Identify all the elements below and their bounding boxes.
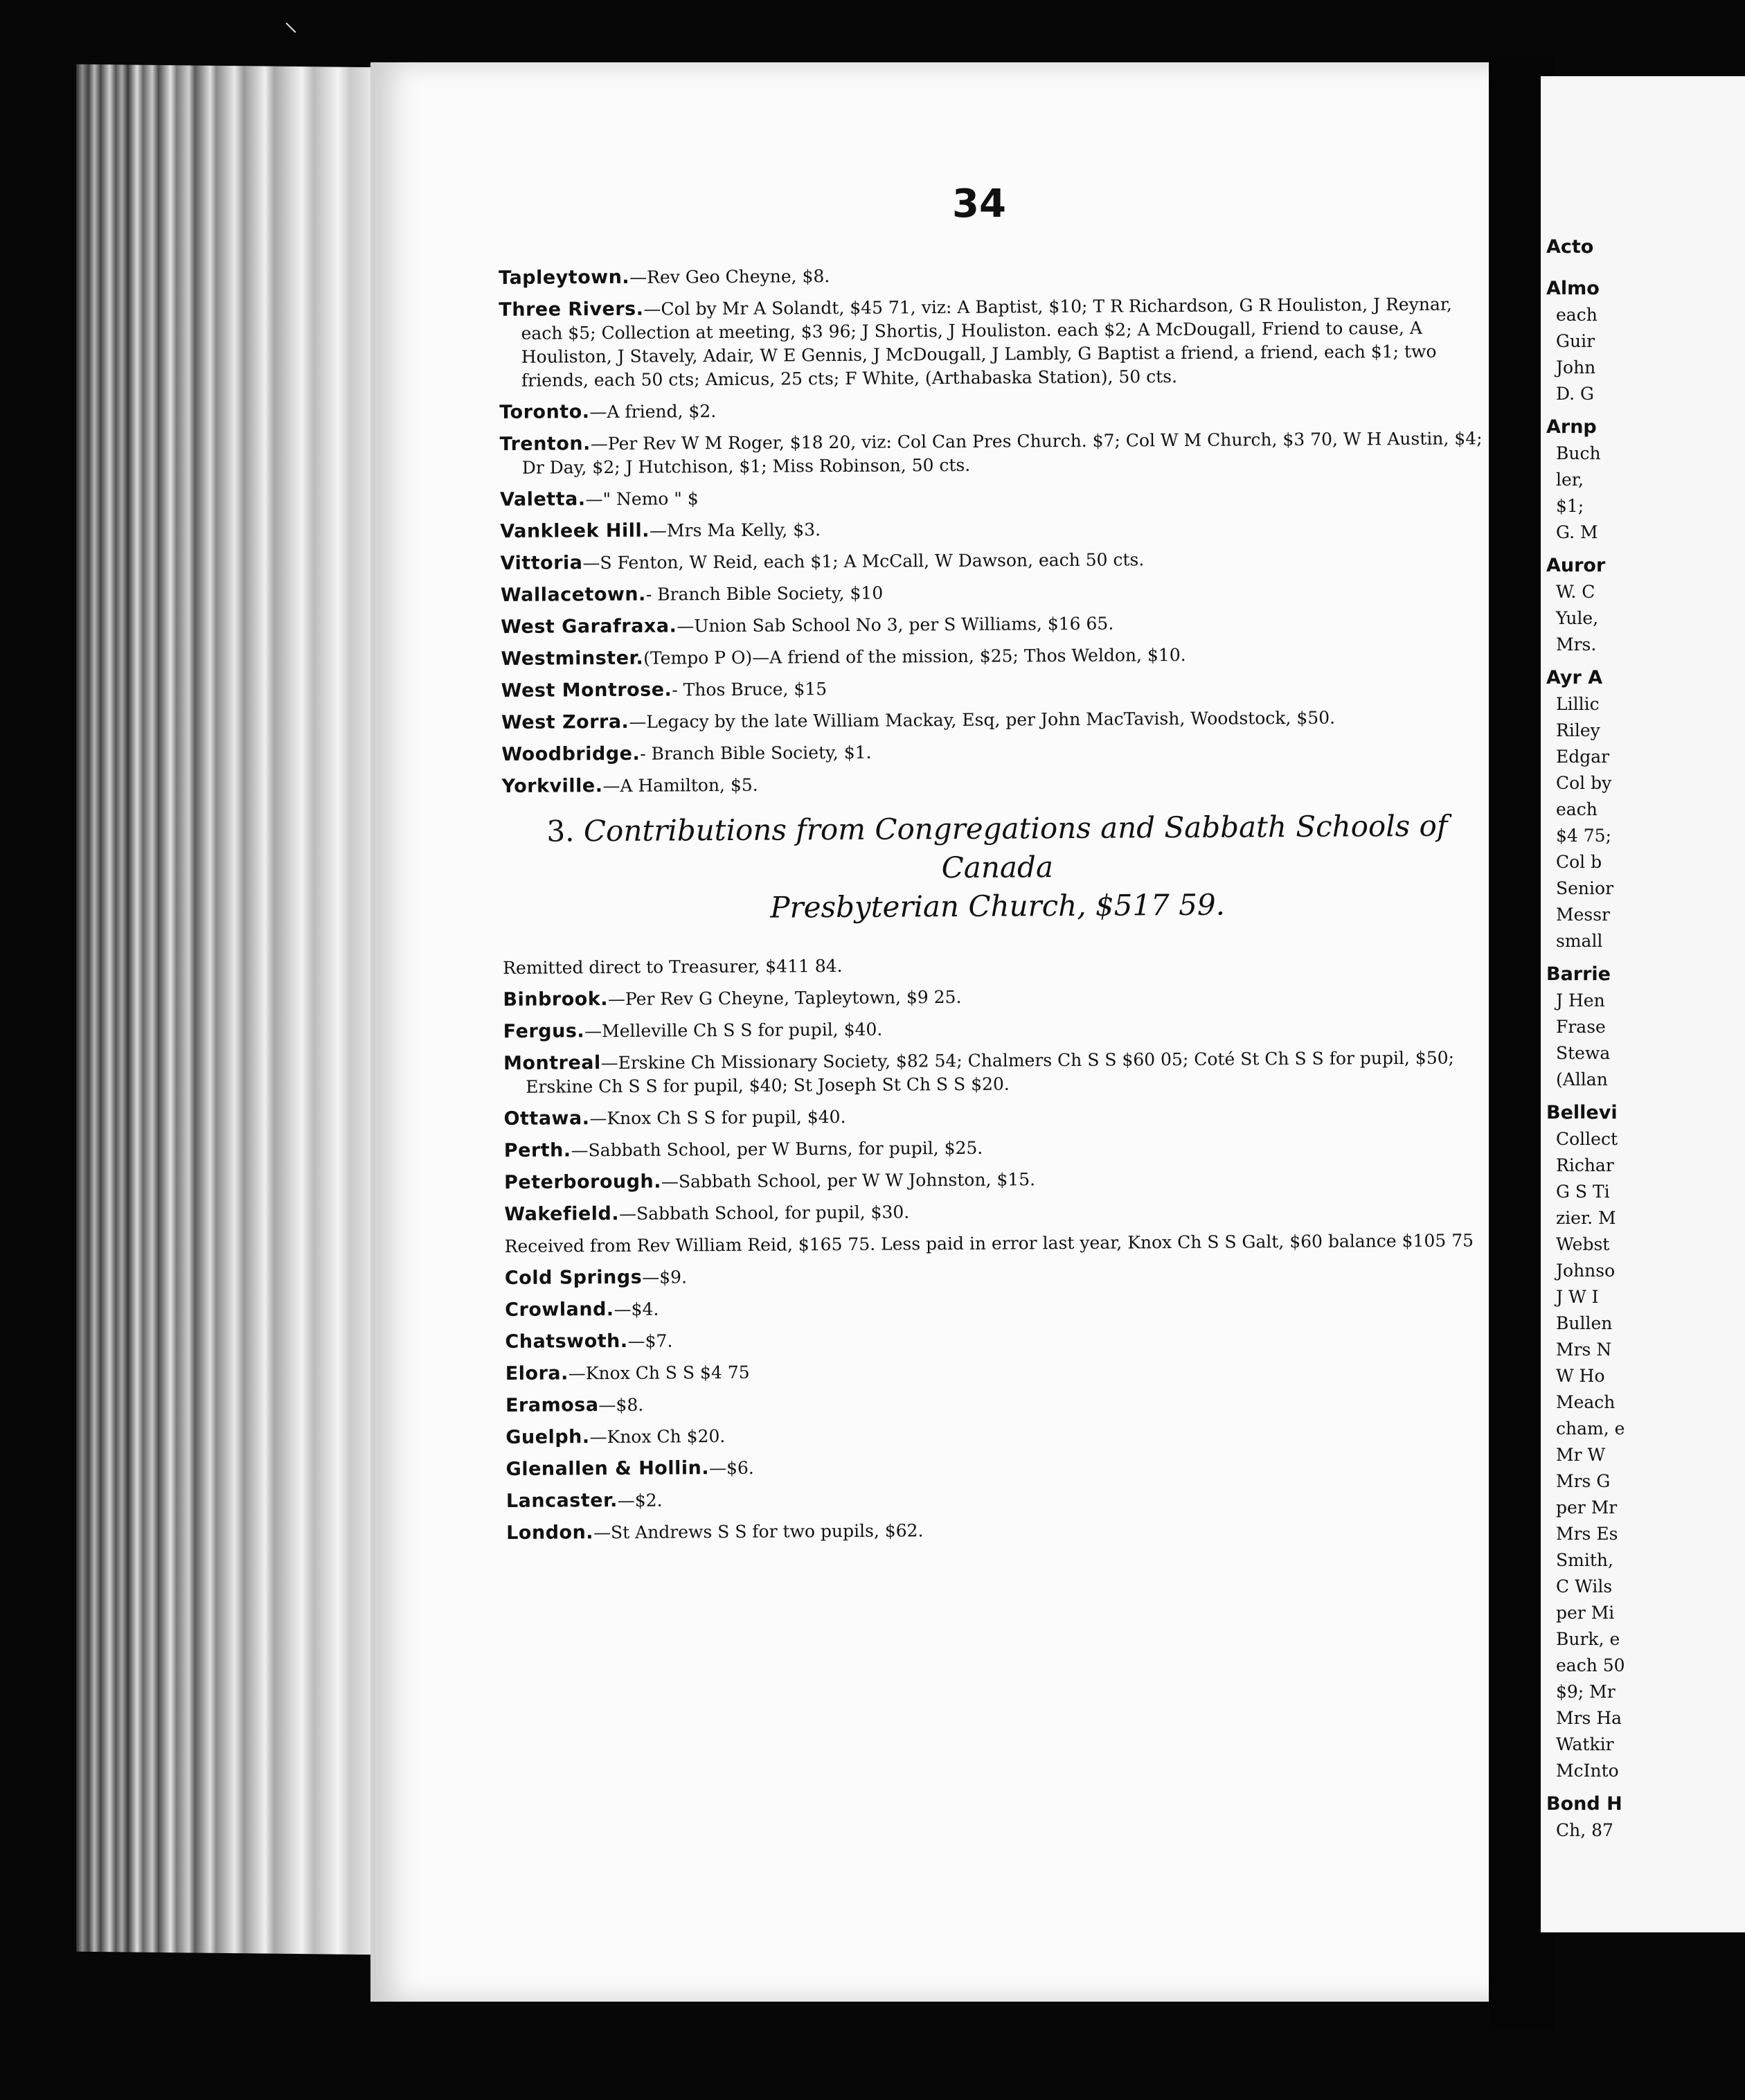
place-name: Binbrook. [503,988,609,1011]
entry-text: —$9. [642,1267,688,1288]
entry-text: - Branch Bible Society, $1. [640,742,872,764]
right-page-text-fragment: per Mi [1556,1603,1615,1623]
right-page-text-fragment: Yule, [1556,608,1599,628]
place-name: Crowland. [505,1299,614,1321]
contribution-entry [501,769,1492,799]
right-page-text-fragment: Webst [1556,1234,1610,1254]
right-page-text-fragment: Ch, 87 [1556,1820,1613,1840]
place-name: Peterborough. [503,1171,662,1193]
page-number: 34 [952,181,1006,226]
contribution-entry [504,1197,1494,1227]
contribution-entry [503,1046,1494,1099]
section-heading-line-2: Presbyterian Church, $517 59. [770,887,1226,925]
place-name: Wakefield. [504,1202,620,1225]
entry-text: —Per Rev W M Roger, $18 20, viz: Col Can Pres Church. $7; Col W M Church, $3 70, W H Austin, $4; Dr Day, $2; J Hutchison, $1; Miss Robinson, 50 cts. [521,428,1483,478]
place-name: Elora. [505,1362,569,1385]
contribution-entry [506,1484,1496,1513]
right-page-text-fragment: Col b [1556,852,1602,872]
entry-text: —$8. [598,1394,644,1416]
right-page-place-fragment: Auror [1546,555,1606,576]
right-page-text-fragment: per Mr [1556,1497,1618,1518]
contribution-entry [499,395,1489,425]
right-page-text-fragment: Riley [1556,720,1600,740]
contribution-entry [501,546,1491,576]
right-page-text-fragment: D. G [1556,384,1595,404]
right-page-text-fragment: Mrs N [1556,1340,1612,1360]
contribution-entry [501,737,1492,767]
right-page-text-fragment: Burk, e [1556,1629,1620,1649]
page-content [499,260,1496,1554]
place-name: Ottawa. [503,1107,590,1130]
section-number: 3. [546,814,575,848]
right-page-text-fragment: Mrs Es [1556,1524,1618,1544]
contribution-entry [505,1356,1496,1386]
section-heading-line-1: Contributions from Congregations and Sabbath Schools of Canada [583,808,1448,885]
contribution-entry [505,1420,1496,1450]
right-page-text-fragment: Watkir [1556,1734,1614,1754]
right-page-text-fragment: Guir [1556,331,1595,351]
contribution-entry [506,1452,1496,1481]
contribution-entry [503,1014,1494,1044]
right-page-text-fragment: each 50 [1556,1655,1625,1675]
entry-text: Remitted direct to Treasurer, $411 84. [503,955,843,978]
entry-text: —$2. [617,1490,663,1511]
entry-text: - Branch Bible Society, $10 [645,582,884,605]
place-name: Eramosa [505,1394,599,1416]
entry-text: —Sabbath School, for pupil, $30. [619,1202,910,1224]
right-page-text-fragment: J Hen [1556,990,1605,1011]
right-page-text-fragment: (Allan [1556,1069,1608,1089]
contribution-list-part-1 [499,260,1492,799]
entry-text: - Thos Bruce, $15 [672,679,827,700]
right-page-text-fragment: Johnso [1556,1261,1616,1281]
place-name: Westminster. [501,647,644,670]
right-page-text-fragment: Mrs. [1556,634,1597,655]
scan-corner-mark: ⸌ [284,17,298,49]
place-name: London. [506,1522,594,1544]
right-page-text-fragment: $9; Mr [1556,1682,1616,1702]
right-page-text-fragment: Senior [1556,878,1614,898]
entry-text: (Tempo P O)—A friend of the mission, $25; Thos Weldon, $10. [643,644,1186,668]
place-name: Toronto. [499,401,590,423]
entry-text: —" Nemo " $ [585,488,699,510]
place-name: Woodbridge. [501,742,641,765]
right-page-place-fragment: Bond H [1546,1793,1622,1815]
entry-text: —$7. [627,1331,673,1351]
entry-text: —A Hamilton, $5. [602,774,758,797]
right-page-text-fragment: Frase [1556,1017,1606,1037]
entry-text: —Melleville Ch S S for pupil, $40. [584,1019,883,1042]
right-page-text-fragment: McInto [1556,1761,1619,1781]
right-page-text-fragment: W Ho [1556,1366,1605,1386]
right-page-text-fragment: Bullen [1556,1313,1613,1333]
entry-text: —St Andrews S S for two pupils, $62. [593,1520,924,1543]
place-name: Perth. [503,1139,571,1162]
contribution-entry [503,982,1493,1012]
entry-text: —Per Rev G Cheyne, Tapleytown, $9 25. [607,986,962,1010]
right-page-text-fragment: Mrs G [1556,1471,1611,1491]
right-page-text-fragment: G. M [1556,522,1598,542]
place-name: Yorkville. [501,775,603,797]
right-page-text-fragment: C Wils [1556,1576,1613,1596]
right-page-text-fragment: Mrs Ha [1556,1708,1622,1728]
entry-text: —Mrs Ma Kelly, $3. [649,519,821,541]
place-name: Glenallen & Hollin. [505,1457,710,1480]
place-name: West Garafraxa. [501,615,677,638]
right-page-text-fragment: $1; [1556,496,1584,516]
place-name: Fergus. [503,1020,585,1042]
entry-text: —Sabbath School, per W Burns, for pupil, $25. [571,1137,983,1161]
place-name: Cold Springs [504,1266,643,1289]
right-page-text-fragment: Messr [1556,905,1611,925]
contribution-entry [503,950,1493,980]
place-name: Lancaster. [505,1489,618,1512]
contribution-entry [505,1229,1495,1258]
entry-text: —Legacy by the late William Mackay, Esq, per John MacTavish, Woodstock, $50. [629,707,1336,732]
right-page-text-fragment: $4 75; [1556,826,1611,846]
contribution-entry [501,705,1492,735]
place-name: Vittoria [500,552,583,574]
entry-text: —Knox Ch S S $4 75 [568,1362,750,1384]
right-page-text-fragment: Meach [1556,1392,1616,1412]
entry-text: —Rev Geo Cheyne, $8. [629,266,830,287]
place-name: Valetta. [499,488,586,510]
contribution-entry [501,673,1492,703]
contribution-list-part-2 [503,950,1496,1545]
entry-text: —Erskine Ch Missionary Society, $82 54; Chalmers Ch S S $60 05; Coté St Ch S S for pupil, $50; Erskine Ch S S for pupil, $40; St Joseph St Ch S S $20. [526,1047,1455,1097]
contribution-entry [500,482,1490,512]
right-page-place-fragment: Barrie [1546,963,1611,985]
right-page-text-fragment: Smith, [1556,1550,1613,1570]
right-page-text-fragment: each [1556,799,1598,819]
contribution-entry [505,1292,1495,1322]
right-page-text-fragment: Collect [1556,1129,1618,1149]
contribution-entry [506,1515,1496,1545]
entry-text: —Col by Mr A Solandt, $45 71, viz: A Baptist, $10; T R Richardson, G R Houliston, J Reynar, each $5; Collection at meeting, $3 96; J Shortis, J Houliston. each $2; A McDougall, Friend to cause, A Houliston, J Stavely, Adair, W E Gennis, J McDougall, J Lambly, G Baptist a friend, a friend, each $1; two friends, each 50 cts; Amicus, 25 cts; F White, (Arthabaska Station), 50 cts. [521,294,1453,391]
entry-text: —Knox Ch S S for pupil, $40. [589,1106,846,1129]
entry-text: —Knox Ch $20. [589,1426,726,1448]
right-page-text-fragment: zier. M [1556,1208,1616,1228]
entry-text: —$4. [614,1299,659,1320]
place-name: Tapleytown. [499,266,630,289]
place-name: Chatswoth. [505,1330,628,1353]
contribution-entry [499,427,1489,480]
right-page-text-fragment: Buch [1556,443,1601,463]
contribution-entry [505,1324,1495,1354]
right-page-place-fragment: Ayr A [1546,667,1603,688]
entry-text: —Sabbath School, per W W Johnston, $15. [661,1169,1036,1192]
right-page-text-fragment: each [1556,305,1598,325]
place-name: Guelph. [505,1426,590,1448]
contribution-entry [505,1261,1495,1290]
place-name: Trenton. [499,433,591,455]
book-page-edges [76,64,381,1955]
right-page-text-fragment: Stewa [1556,1043,1611,1063]
right-page-text-fragment: Edgar [1556,747,1610,767]
contribution-entry [503,1101,1494,1131]
right-page-text-fragment: ler, [1556,470,1584,490]
right-page-text-fragment: G S Ti [1556,1182,1610,1202]
entry-text: Received from Rev William Reid, $165 75. Less paid in error last year, Knox Ch S S Galt, $60 balance $105 75 [504,1230,1474,1256]
contribution-entry [501,609,1491,639]
contribution-entry [501,641,1491,671]
entry-text: —Union Sab School No 3, per S Williams, $16 65. [677,613,1114,637]
right-page-text-fragment: cham, e [1556,1418,1625,1439]
right-page-text-fragment: Col by [1556,773,1612,793]
contribution-entry [505,1388,1496,1418]
place-name: West Zorra. [501,711,629,733]
right-page-text-fragment: Mr W [1556,1445,1606,1465]
right-page-place-fragment: Arnp [1546,416,1597,438]
right-page-text-fragment: W. C [1556,582,1595,602]
section-heading [502,806,1493,929]
place-name: Montreal [503,1052,601,1074]
right-page-place-fragment: Acto [1546,236,1594,258]
right-page-text-fragment: Lillic [1556,694,1600,714]
right-page-text-fragment: John [1556,357,1596,377]
place-name: Three Rivers. [499,298,644,321]
contribution-entry [500,514,1490,544]
entry-text: —A friend, $2. [589,401,717,422]
contribution-entry [504,1165,1494,1195]
right-page-place-fragment: Bellevi [1546,1102,1618,1123]
right-page-place-fragment: Almo [1546,278,1600,299]
place-name: Wallacetown. [500,583,646,606]
right-page-cropped [1541,76,1745,1932]
contribution-entry [501,578,1491,607]
place-name: West Montrose. [501,679,672,702]
right-page-text-fragment: small [1556,931,1603,951]
entry-text: —S Fenton, W Reid, each $1; A McCall, W Dawson, each 50 cts. [582,549,1145,573]
right-page-text-fragment: J W I [1556,1287,1599,1307]
contribution-entry [499,292,1489,393]
entry-text: —$6. [708,1457,754,1479]
contribution-entry [504,1133,1494,1163]
place-name: Vankleek Hill. [500,519,650,542]
right-page-text-fragment: Richar [1556,1155,1614,1175]
